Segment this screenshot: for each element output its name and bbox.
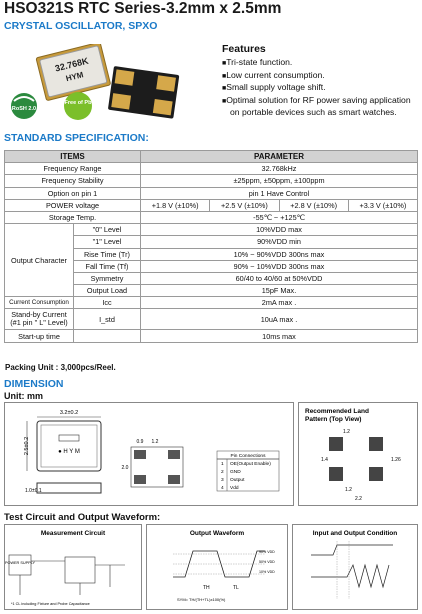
pin-connection-table: [217, 451, 279, 491]
svg-text:1.2: 1.2: [345, 487, 352, 493]
svg-text:50% VDD: 50% VDD: [259, 560, 275, 564]
pad-b-label: 1.2: [151, 439, 159, 445]
packing-unit: Packing Unit : 3,000pcs/Reel.: [5, 363, 116, 372]
land-pattern-figure: [299, 403, 417, 505]
measurement-circuit-box: [4, 524, 142, 610]
test-circuit-title: Test Circuit and Output Waveform:: [4, 512, 161, 523]
table-row: Output Load 15pF Max.: [5, 285, 418, 297]
feature-item: ■Optimal solution for RF power saving application on portable devices such as smart watches.: [222, 94, 411, 118]
io-condition-figure: [293, 525, 417, 609]
land-pattern-box: [298, 402, 418, 506]
col-items-header: ITEMS: [5, 151, 141, 163]
table-row: Frequency Stability ±25ppm, ±50ppm, ±100ppm: [5, 175, 418, 187]
svg-text:2.2: 2.2: [355, 496, 362, 502]
svg-text:1.26: 1.26: [391, 457, 401, 463]
table-row: Storage Temp. -55℃ ~ +125℃: [5, 211, 418, 223]
svg-text:2: 2: [221, 470, 224, 475]
io-condition-box: [292, 524, 418, 610]
table-row: POWER voltage +1.8 V (±10%) +2.5 V (±10%) +2.8 V (±10%) +3.3 V (±10%): [5, 199, 418, 211]
svg-text:10% VDD: 10% VDD: [259, 570, 275, 574]
svg-text:Vdd: Vdd: [230, 486, 239, 491]
svg-text:1: 1: [221, 462, 224, 467]
svg-text:Pattern (Top View): Pattern (Top View): [305, 416, 362, 423]
dimension-title: DIMENSION: [4, 378, 64, 390]
svg-text:Measurement Circuit: Measurement Circuit: [40, 530, 106, 537]
dim-height-label: 2.5±0.2: [24, 436, 30, 456]
table-row: Rise Time (Tr) 10% ~ 90%VDD 300ns max: [5, 248, 418, 260]
page-title: HSO321S RTC Series-3.2mm x 2.5mm: [4, 0, 282, 17]
product-photo: [30, 44, 200, 124]
svg-text:1.2: 1.2: [343, 429, 350, 435]
measurement-circuit-figure: [5, 525, 141, 609]
feature-item: ■Small supply voltage shift.: [222, 82, 326, 93]
features-title: Features: [222, 43, 266, 55]
output-waveform-box: [146, 524, 288, 610]
table-row: Stand-by Current (#1 pin " L" Level) I_std 10uA max .: [5, 309, 418, 330]
svg-text:● H Y M: ● H Y M: [58, 449, 80, 455]
svg-text:Output: Output: [230, 478, 245, 483]
svg-text:Pin Connections: Pin Connections: [230, 454, 266, 459]
svg-text:GND: GND: [230, 470, 241, 475]
table-row: Option on pin 1 pin 1 Have Control: [5, 187, 418, 199]
land-pattern-title: Recommended Land: [305, 408, 369, 415]
table-row: Fall Time (Tf) 90% ~ 10%VDD 300ns max: [5, 260, 418, 272]
dim-width-label: 3.2±0.2: [59, 410, 79, 416]
svg-text:4: 4: [221, 486, 224, 491]
col-param-header: PARAMETER: [141, 151, 418, 163]
table-row: Frequency Range 32.768kHz: [5, 163, 418, 175]
svg-text:3: 3: [221, 478, 224, 483]
feature-item: ■Tri-state function.: [222, 57, 293, 67]
svg-text:TL: TL: [233, 585, 239, 591]
svg-text:POWER SUPPLY: POWER SUPPLY: [5, 561, 36, 565]
page-subtitle: CRYSTAL OSCILLATOR, SPXO: [4, 20, 158, 32]
svg-text:TH: TH: [203, 585, 210, 591]
table-row: "1" Level 90%VDD min: [5, 236, 418, 248]
table-row: Output Character "0" Level 10%VDD max: [5, 224, 418, 236]
dimension-drawing: [4, 402, 294, 506]
pad-c-label: 2.0: [121, 465, 129, 471]
pb-free-badge: [62, 90, 94, 122]
svg-text:SYM= TH/(TH+TL)x100(%): SYM= TH/(TH+TL)x100(%): [177, 597, 226, 602]
svg-text:90% VDD: 90% VDD: [259, 550, 275, 554]
spec-table: [4, 150, 418, 343]
product-marking-2: HYM: [64, 70, 85, 84]
table-row: Start-up time 10ms max: [5, 330, 418, 342]
svg-text:Input and Output Condition: Input and Output Condition: [312, 530, 398, 537]
pad-a-label: 0.9: [136, 439, 144, 445]
spec-section-title: STANDARD SPECIFICATION:: [4, 132, 149, 144]
feature-item: ■Low current consumption.: [222, 69, 325, 80]
dim-thickness-label: 1.0±0.1: [25, 488, 42, 494]
svg-text:OE(Output Enable): OE(Output Enable): [230, 462, 271, 467]
unit-label: Unit: mm: [4, 391, 43, 401]
pbfree-text: Free of Pb: [64, 100, 92, 106]
svg-text:Output Waveform: Output Waveform: [189, 530, 245, 537]
table-row: Symmetry 60/40 to 40/60 at 50%VDD: [5, 272, 418, 284]
svg-text:*1 CL including Fixture and Pr: *1 CL including Fixture and Probe Capacitance: [11, 602, 90, 606]
features-list: [222, 57, 420, 119]
rohs-text: RoSH 2.0: [11, 106, 37, 112]
product-marking-1: 32.768K: [53, 55, 90, 74]
svg-text:1.4: 1.4: [321, 457, 328, 463]
output-waveform-figure: [147, 525, 287, 609]
dimension-figure: [5, 403, 293, 505]
rohs-badge: [8, 91, 40, 121]
table-row: Current Consumption Icc 2mA max .: [5, 297, 418, 309]
